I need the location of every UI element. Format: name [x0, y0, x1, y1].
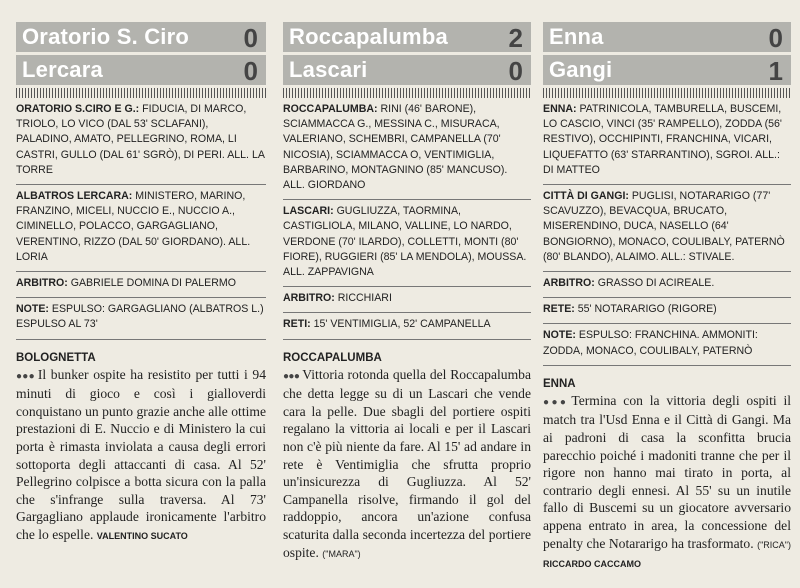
box-label: NOTE:: [16, 303, 49, 316]
away-team-name: Lascari: [289, 57, 368, 82]
box-label: NOTE:: [543, 329, 576, 342]
box-text: RINI (46' BARONE), SCIAMMACCA G., MESSINA C., MISURACA, VALERIANO, SCHEMBRI, CAMPANELLA (70' NICOSIA), SCIAMMACCA O, VENTIMIGLIA, BARBARINO, MONTAGNINO (85' MANCUSO). ALL. GIORDANO: [283, 103, 508, 192]
home-team-bar: [16, 22, 266, 52]
box-text: GABRIELE DOMINA DI PALERMO: [67, 277, 236, 290]
away-team-bar: [283, 55, 531, 85]
notes: [543, 324, 791, 365]
goals: [543, 298, 791, 324]
referee: [283, 287, 531, 313]
away-team-score: 1: [768, 56, 783, 86]
author-initials: ("MARA"): [322, 548, 361, 559]
box-label: ALBATROS LERCARA:: [16, 190, 133, 203]
author-signature: RICCARDO CACCAMO: [543, 559, 641, 570]
column-roccapalumba-lascari: [283, 0, 531, 588]
article-body: [283, 366, 531, 564]
column-enna-gangi: [543, 0, 791, 588]
box-label: ORATORIO S.CIRO E G.:: [16, 103, 140, 115]
lineup-home: [16, 98, 266, 185]
home-team-bar: [543, 22, 791, 52]
box-text: ESPULSO: GARGAGLIANO (ALBATROS L.) ESPULSO AL 73': [16, 303, 264, 331]
home-team-score: 2: [508, 23, 523, 53]
goals: [283, 313, 531, 339]
away-team-name: Lercara: [22, 57, 103, 82]
bullet-dots-icon: ●●●: [16, 370, 35, 382]
away-team-name: Gangi: [549, 57, 613, 82]
lineup-home: [543, 98, 791, 185]
lineup-away: [16, 185, 266, 272]
box-text: 55' NOTARARIGO (RIGORE): [574, 303, 717, 316]
lineup-away: [283, 200, 531, 287]
referee: [16, 272, 266, 298]
author-initials: ("RICA"): [757, 539, 791, 550]
divider-stripe: [283, 88, 531, 98]
away-team-bar: [16, 55, 266, 85]
home-team-bar: [283, 22, 531, 52]
box-text: 15' VENTIMIGLIA, 52' CAMPANELLA: [310, 318, 491, 331]
box-text: FIDUCIA, DI MARCO, TRIOLO, LO VICO (DAL 53' SCLAFANI), PALADINO, AMATO, PELLEGRINO, ROMA, LI CASTRI, GULLO (DAL 61' SGRÒ), DI PERI. ALL. LA TORRE: [16, 103, 265, 176]
box-text: RICCHIARI: [334, 292, 392, 305]
home-team-score: 0: [768, 23, 783, 53]
lineup-away: [543, 185, 791, 272]
home-team-name: Enna: [549, 24, 604, 49]
section-heading: BOLOGNETTA: [16, 351, 96, 364]
lineup-home: [283, 98, 531, 200]
box-label: LASCARI:: [283, 205, 334, 218]
bullet-dots-icon: ●●●: [543, 396, 569, 408]
away-team-score: 0: [243, 56, 258, 86]
away-team-score: 0: [508, 56, 523, 86]
article-text: Termina con la vittoria degli ospiti il match tra l'Usd Enna e il Città di Gangi. Ma ai padroni di casa la sconfitta brucia parecchio poiché i madoniti tranne che per il rigore non hanno mai tirato in porta, al contrario degli ennesi. Al 55' su un inutile fallo di Buscemi su un giocatore avversario appena entrato in area, la concessione del penalty che Notararigo ha trasformato.: [543, 392, 791, 551]
box-text: GUGLIUZZA, TAORMINA, CASTIGLIOLA, MILANO, VALLINE, LO NARDO, VERDONE (70' ILARDO), COLLETTI, MONTI (80' FIORE), RUGGIERI (85' LA MENDOLA), MOUSSA. ALL. ZAPPAVIGNA: [283, 205, 527, 279]
divider-stripe: [16, 88, 266, 98]
box-label: RETE:: [543, 303, 575, 316]
home-team-name: Oratorio S. Ciro: [22, 24, 189, 49]
home-team-name: Roccapalumba: [289, 24, 448, 49]
bullet-dots-icon: ●●●: [283, 370, 300, 382]
column-oratorio-lercara: [16, 0, 266, 588]
box-text: PATRINICOLA, TAMBURELLA, BUSCEMI, LO CASCIO, VINCI (35' RAMPELLO), ZODDA (56' RESTIVO), OCCHIPINTI, FRANCHINA, VICARI, LIQUEFATTO (63' STARRANTINO), SGROI. ALL.: DI MATTEO: [543, 103, 782, 176]
author-signature: VALENTINO SUCATO: [96, 530, 188, 541]
box-text: ESPULSO: FRANCHINA. AMMONITI: ZODDA, MONACO, COULIBALY, PATERNÒ: [543, 329, 758, 357]
box-text: MINISTERO, MARINO, FRANZINO, MICELI, NUCCIO E., NUCCIO A., CIMINELLO, POLACCO, GARGAGLIANO, VERENTINO, RIZZO (DAL 50' GIORDANO). ALL. LORIA: [16, 190, 251, 263]
notes: [16, 298, 266, 339]
home-team-score: 0: [243, 23, 258, 53]
article-text: Vittoria rotonda quella del Roccapalumba che detta legge su di un Lascari che vende cara la pelle. Due sbagli del portiere ospiti regalano la vittoria ai locali e per il Lascari non c'è più niente da fare. Al 15' ad andare in rete è Ventimiglia che sfrutta proprio un'insicurezza di Gugliuzza. Al 52' Campanella risolve, firmando il gol del raddoppio, ancora un'azione confusa scaturita dalla seconda incertezza del portiere ospite.: [283, 366, 531, 560]
box-label: ARBITRO:: [283, 292, 335, 305]
box-label: CITTÀ DI GANGI:: [543, 190, 629, 203]
article-body: [16, 366, 266, 546]
box-text: PUGLISI, NOTARARIGO (77' SCAVUZZO), BEVACQUA, BRUCATO, MISERENDINO, DUCA, NASELLO (64' BONGIORNO), MONACO, COULIBALY, PATERNÒ (80' BLANDO), ALAIMO. ALL.: STIVALE.: [543, 190, 785, 263]
section-heading: ENNA: [543, 377, 576, 390]
referee: [543, 272, 791, 298]
box-label: RETI:: [283, 318, 311, 331]
box-label: ARBITRO:: [543, 277, 595, 290]
article-text: Il bunker ospite ha resistito per tutti i 94 minuti di gioco e così i gialloverdi conquistano un punto grazie anche alle ottime prestazioni di E. Nuccio e di Ministero la cui porta è rimasta inviolata a causa degli errori sottoporta degli attaccanti di casa. Al 52' Pellegrino colpisce a botta sicura con la palla che s'infrange sulla traversa. Al 73' Gargagliano applaude ironicamente l'arbitro che lo espelle.: [16, 366, 267, 542]
box-label: ENNA:: [543, 103, 577, 115]
section-heading: ROCCAPALUMBA: [283, 351, 382, 364]
box-label: ARBITRO:: [16, 277, 68, 290]
article-body: [543, 392, 791, 574]
divider-stripe: [543, 88, 791, 98]
box-text: GRASSO DI ACIREALE.: [594, 277, 715, 290]
away-team-bar: [543, 55, 791, 85]
box-label: ROCCAPALUMBA:: [283, 103, 378, 115]
